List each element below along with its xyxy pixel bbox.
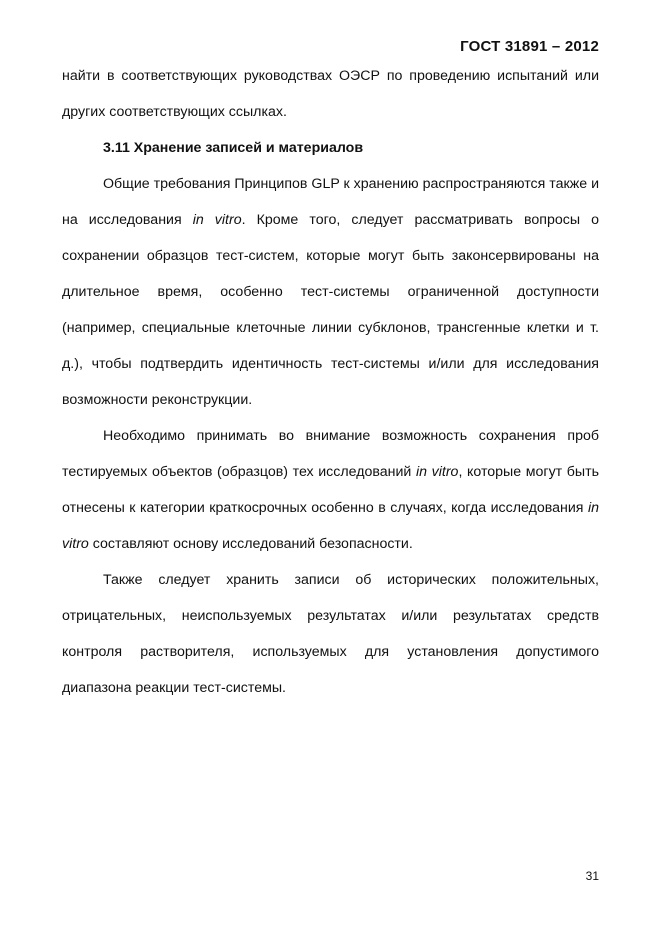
paragraph-text: Необходимо принимать во внимание возможность сохранения проб тестируемых объектов (образцов) тех исследований — [62, 428, 599, 480]
paragraph-text: , которые могут быть отнесены к категории краткосрочных особенно в случаях, когда исследования — [62, 464, 600, 516]
paragraph-text: . Кроме того, следует рассматривать вопросы о сохранении образцов тест-систем, которые могут быть законсервированы на длительное время, особенно тест-системы ограниченной доступности (например, специальные клеточные линии субклонов, трансгенные клетки и т. д.), чтобы подтвердить идентичность тест-системы и/или для исследования возможности реконструкции. — [62, 212, 599, 408]
document-body — [62, 58, 599, 706]
paragraph-text: составляют основу исследований безопасности. — [88, 536, 413, 552]
italic-term: in vitro — [62, 500, 599, 552]
paragraph-storage-requirements — [62, 166, 599, 418]
paragraph-continuation: найти в соответствующих руководствах ОЭСР по проведению испытаний или других соответствующих ссылках. — [62, 68, 599, 120]
page-number: 31 — [585, 869, 599, 883]
italic-term: in vitro — [415, 464, 459, 480]
paragraph-text: Общие требования Принципов GLP к хранению распространяются также и на исследования — [62, 176, 599, 228]
paragraph-sample-retention — [62, 418, 599, 562]
section-heading: 3.11 Хранение записей и материалов — [103, 140, 364, 156]
paragraph-historical-records: Также следует хранить записи об исторических положительных, отрицательных, неиспользуемых результатах и/или результатах средств контроля растворителя, используемых для установления допустимого диапазона реакции тест-системы. — [62, 572, 599, 696]
document-id-header: ГОСТ 31891 – 2012 — [460, 38, 599, 55]
italic-term: in vitro — [192, 212, 242, 228]
